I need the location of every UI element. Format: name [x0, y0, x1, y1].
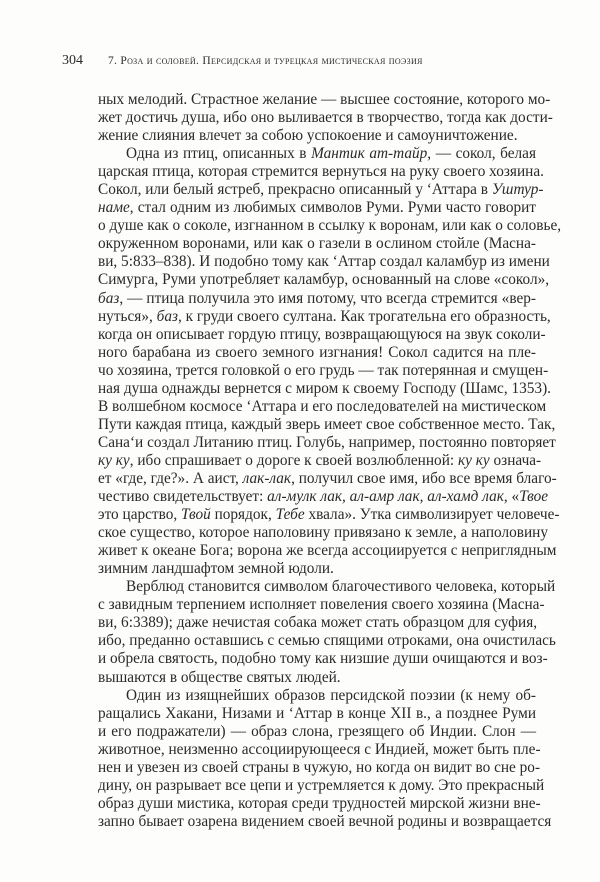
text-segment: Одна из птиц, описанных в — [126, 145, 312, 163]
text-segment: хвала». Утка символизирует человече- — [304, 506, 560, 524]
text-segment: Один из изящнейших образов персидской поэзии (к нему об- — [126, 686, 536, 704]
text-segment: порядок, — [210, 506, 276, 524]
italic-text: ку ку — [457, 451, 490, 469]
italic-text: наме — [98, 199, 130, 217]
text-line — [98, 578, 556, 596]
text-line — [98, 794, 541, 813]
text-line — [98, 705, 536, 723]
text-segment: когда он описывает гордую птицу, возвращающуюся на звук соколи- — [98, 325, 546, 343]
text-segment: , стал одним из любимых символов Руми. Руми часто говорит — [129, 199, 536, 217]
text-segment: дину, он разрывает все цепи и устремляется к дому. Это прекрасный — [98, 776, 545, 794]
text-segment: Верблюд становится символом благочестивого человека, который — [126, 578, 556, 596]
running-header: 7. Роза и соловей. Персидская и турецкая мистическая поэзия — [108, 55, 423, 67]
text-segment: жет достичь душа, ибо оно выливается в творчество, тогда как дости- — [98, 109, 553, 127]
text-segment: ращались Хакани, Низами и ‘Аттар в конце XII в., а позднее Руми — [98, 704, 536, 722]
text-segment: , получил свое имя, ибо все время благо- — [291, 469, 557, 487]
text-segment: это царство, — [98, 506, 182, 524]
text-line — [98, 650, 548, 668]
text-segment: чо хозяина, трется головкой о его грудь — так потерянная и смущен- — [98, 361, 549, 379]
text-line — [98, 596, 545, 614]
italic-text: Твой — [181, 506, 211, 524]
text-line — [98, 271, 550, 289]
paragraph — [98, 578, 556, 686]
text-line — [98, 397, 547, 416]
text-line — [98, 235, 536, 253]
text-segment: Симурга, Руми употребляет каламбур, основанный на слове «сокол», — [98, 271, 550, 289]
body-text — [98, 91, 562, 831]
text-segment: Сокол, или белый ястреб, прекрасно описанный у ‘Аттара в — [98, 181, 492, 199]
text-segment: Пути каждая птица, каждый зверь имеет свое собственное место. Так, — [98, 415, 556, 433]
text-line — [98, 758, 541, 777]
italic-text: лак-лак — [242, 469, 292, 487]
page-number: 304 — [62, 53, 83, 68]
text-segment: ного барабана из своего земного изгнания! Сокол садится на пле- — [98, 343, 536, 361]
text-line — [98, 127, 536, 145]
italic-text: ку ку — [98, 451, 130, 469]
italic-text: ал-мулк лак, ал-амр лак, ал-хамд лак — [267, 488, 504, 506]
text-segment: , — сокол, белая — [427, 145, 536, 163]
text-line — [98, 109, 553, 127]
text-line — [98, 740, 541, 759]
text-segment: вышаются в обществе святых людей. — [98, 668, 341, 686]
text-segment: В волшебном космосе ‘Аттара и его последователей на мистическом — [98, 397, 547, 415]
text-line — [98, 687, 536, 705]
text-segment: означа- — [489, 451, 542, 469]
text-segment: царская птица, которая стремится вернуться на руку своего хозяина. — [98, 163, 544, 181]
text-segment: нен и увезен из своей страны в чужую, но когда он видит во сне ро- — [98, 758, 541, 776]
text-line — [98, 91, 551, 109]
italic-text: Твое — [519, 488, 549, 506]
text-line — [98, 560, 536, 578]
text-segment: , ибо спрашивает о дороге к своей возлюбленной: — [129, 451, 458, 469]
text-line — [98, 776, 545, 795]
text-segment: животное, неизменно ассоциирующееся с Индией, может быть пле- — [98, 740, 541, 758]
text-segment: ибо, преданно оставшись с семью спящими отроками, она очистилась — [98, 632, 556, 650]
text-line — [98, 181, 544, 199]
text-segment: , « — [503, 488, 520, 506]
text-segment: честиво свидетельствует: — [98, 488, 268, 506]
paragraph — [98, 145, 562, 578]
italic-text: баз — [98, 289, 120, 307]
text-segment: ных мелодий. Страстное желание — высшее состояние, которого мо- — [98, 91, 551, 108]
text-line — [98, 145, 536, 163]
text-segment: ское существо, которое наполовину привязано к земле, а наполовину — [98, 524, 549, 542]
text-segment: ная душа однажды вернется с миром к своему Господу (Шамс, 1353). — [98, 379, 551, 397]
text-line — [98, 506, 560, 524]
text-line — [98, 163, 544, 181]
text-segment: , — птица получила это имя потому, что всегда стремится «вер- — [119, 289, 536, 307]
text-segment: жение слияния влечет за собою успокоение и самоуничтожение. — [98, 127, 518, 145]
italic-text: баз — [156, 307, 178, 325]
text-line — [98, 524, 549, 542]
italic-text: Тебе — [275, 506, 305, 524]
text-line — [98, 669, 536, 687]
text-segment: с завидным терпением исполняет повеления своего хозяина (Масна- — [98, 596, 545, 614]
text-line — [98, 614, 536, 632]
text-line — [98, 542, 557, 560]
text-line — [98, 379, 551, 398]
paragraph — [98, 686, 552, 831]
italic-text: Уштур- — [491, 181, 544, 199]
text-line — [98, 488, 549, 506]
text-line — [98, 325, 546, 344]
text-line — [98, 451, 542, 470]
text-line — [98, 290, 536, 308]
text-segment: ви, 6:3389); даже нечистая собака может стать образцом для суфия, — [98, 614, 538, 632]
text-segment: запно бывает озарена видением своей вечной родины и возвращается — [98, 812, 552, 830]
text-segment: нуться», — [98, 307, 157, 325]
text-line — [98, 723, 536, 741]
text-segment: и обрела святость, подобно тому как низшие души очищаются и воз- — [98, 650, 548, 668]
text-line — [98, 199, 536, 217]
text-line — [98, 632, 556, 650]
text-line — [98, 344, 536, 362]
text-segment: ви, 5:833–838). И подобно тому как ‘Аттар создал каламбур из имени — [98, 253, 550, 271]
text-segment: , к груди своего султана. Как трогательна его образность, — [177, 307, 551, 325]
paragraph — [98, 91, 553, 145]
text-line — [98, 433, 556, 452]
text-segment: зимним ландшафтом земной юдоли. — [98, 560, 334, 578]
text-segment: образ души мистика, которая среди трудностей мирской жизни вне- — [98, 794, 541, 812]
italic-text: Мантик ат-тайр — [311, 145, 428, 163]
text-segment: и его подражатели) — образ слона, грезящего об Индии. Слон — — [98, 722, 536, 740]
text-segment: живет к океане Бога; ворона же всегда ассоциируется с неприглядным — [98, 542, 557, 560]
text-line — [98, 469, 557, 488]
text-line — [98, 361, 549, 380]
text-segment: о душе как о соколе, изгнанном в ссылку к воронам, или как о соловье, — [98, 217, 562, 235]
text-segment: Сана‘и создал Литанию птиц. Голубь, например, постоянно повторяет — [98, 433, 556, 451]
text-line — [98, 253, 550, 271]
text-line — [98, 415, 556, 434]
text-segment: окруженном воронами, или как о газели в ослином стойле (Масна- — [98, 235, 536, 253]
text-line — [98, 217, 562, 235]
text-line — [98, 307, 551, 326]
text-line — [98, 812, 552, 831]
text-segment: ет «где, где?». А аист, — [98, 469, 243, 487]
